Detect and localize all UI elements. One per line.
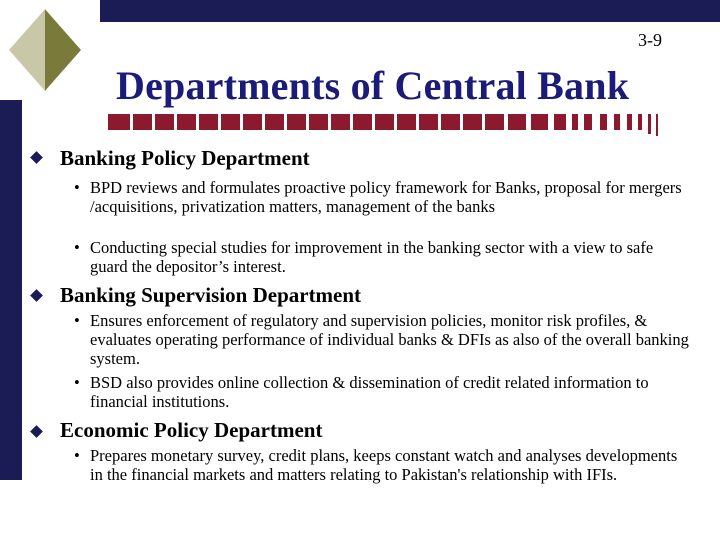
bullet-dot-icon: • <box>74 311 80 330</box>
list-item <box>74 238 690 276</box>
top-accent-bar <box>100 0 720 22</box>
section-heading-economic-policy: Economic Policy Department <box>60 418 323 442</box>
left-accent-bar <box>0 100 22 480</box>
bullet-dot-icon: • <box>74 446 80 465</box>
section-bullet-icon <box>30 289 43 302</box>
list-item <box>74 446 690 484</box>
section-heading-banking-supervision: Banking Supervision Department <box>60 283 362 307</box>
bullet-dot-icon: • <box>74 238 80 257</box>
list-item-text: BSD also provides online collection & dissemination of credit related information to financial institutions. <box>90 373 649 411</box>
slide-number: 3-9 <box>638 30 662 50</box>
pyramid-icon <box>0 0 100 100</box>
list-item-text: BPD reviews and formulates proactive policy framework for Banks, proposal for mergers /acquisitions, privatization matters, management of the banks <box>90 178 682 216</box>
section-heading-banking-policy: Banking Policy Department <box>60 146 310 170</box>
list-item-text: Prepares monetary survey, credit plans, keeps constant watch and analyses developments in the financial markets and matters relating to Pakistan's relationship with IFIs. <box>90 446 678 484</box>
section-bullet-icon <box>30 425 43 438</box>
slide-title: Departments of Central Bank <box>116 63 630 108</box>
pyramid-logo <box>0 0 100 100</box>
bullet-dot-icon: • <box>74 178 80 197</box>
list-item <box>74 178 690 216</box>
list-item <box>74 373 690 411</box>
bullet-dot-icon: • <box>74 373 80 392</box>
list-item-text: Ensures enforcement of regulatory and supervision policies, monitor risk profiles, & evaluates operating performance of individual banks & DFIs as also of the overall banking system. <box>90 311 689 368</box>
section-bullet-icon <box>30 151 43 164</box>
list-item-text: Conducting special studies for improvement in the banking sector with a view to safe guard the depositor’s interest. <box>90 238 654 276</box>
list-item <box>74 311 690 368</box>
title-decorative-rule <box>108 112 668 138</box>
